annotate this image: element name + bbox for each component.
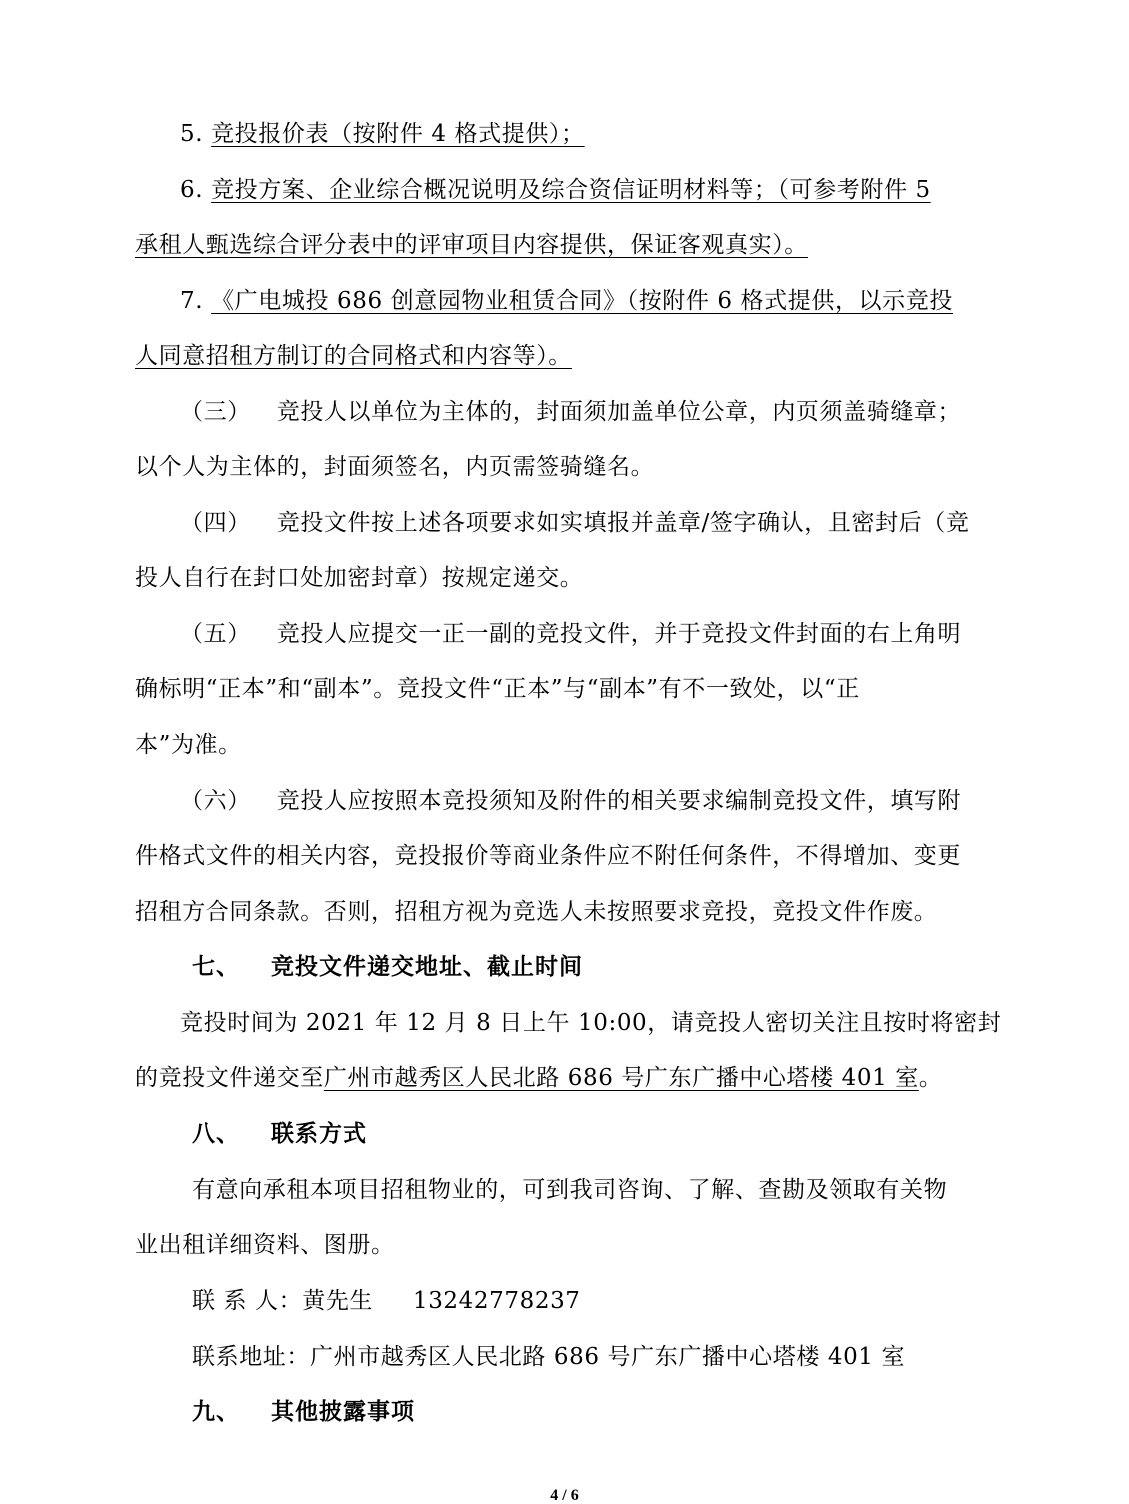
- clause-6-line-2: 件格式文件的相关内容，竞投报价等商业条件应不附任何条件，不得增加、变更: [135, 843, 961, 869]
- item-6-text-1: 竞投方案、企业综合概况说明及综合资信证明材料等；（可参考附件 5: [211, 177, 931, 203]
- clause-6-line-1: [180, 786, 965, 816]
- item-7-number: 7.: [180, 288, 204, 314]
- item-6-line-1: [180, 175, 955, 205]
- clause-6-line-3: 招租方合同条款。否则，招租方视为竞选人未按照要求竞投，竞投文件作废。: [135, 899, 938, 925]
- item-6-line-2: [135, 230, 965, 260]
- section-7-text-pre: 的竞投文件递交至: [135, 1065, 324, 1091]
- section-8-line-1: 有意向承租本项目招租物业的，可到我司咨询、了解、查勘及领取有关物: [192, 1177, 948, 1203]
- contact-person-row: [192, 1286, 1022, 1316]
- clause-6-text-1: 竞投人应按照本竞投须知及附件的相关要求编制竞投文件，填写附: [276, 788, 962, 814]
- section-7-heading: [192, 952, 1022, 982]
- item-5-number: 5.: [180, 121, 204, 147]
- clause-5-line-2: 确标明“正本”和“副本”。竞投文件“正本”与“副本”有不一致处，以“正: [135, 676, 860, 702]
- contact-address-value: 广州市越秀区人民北路 686 号广东广播中心塔楼 401 室: [310, 1344, 906, 1370]
- clause-5-text-1: 竞投人应提交一正一副的竞投文件，并于竞投文件封面的右上角明: [276, 621, 962, 647]
- item-5-text: 竞投报价表（按附件 4 格式提供）；: [211, 121, 585, 147]
- clause-6-label: （六）: [180, 788, 251, 814]
- clause-5-label: （五）: [180, 621, 251, 647]
- item-7-line-2: [135, 341, 965, 371]
- item-7-line-1: [180, 286, 960, 316]
- clause-5-line-1: [180, 619, 965, 649]
- item-5: [180, 119, 1010, 149]
- section-7-address: 广州市越秀区人民北路 686 号广东广播中心塔楼 401 室: [323, 1065, 919, 1091]
- clause-5-line-3: 本”为准。: [135, 732, 242, 758]
- section-7-line-1: 竞投时间为 2021 年 12 月 8 日上午 10:00，请竞投人密切关注且按时将密封: [180, 1010, 1002, 1036]
- section-9-heading: [192, 1397, 1022, 1427]
- section-7-line-2: [135, 1063, 965, 1093]
- contact-person-label: 联 系 人：: [192, 1288, 303, 1314]
- clause-3-label: （三）: [180, 399, 251, 425]
- section-7-text-post: 。: [918, 1065, 943, 1091]
- clause-3-line-2: 以个人为主体的，封面须签名，内页需签骑缝名。: [135, 454, 655, 480]
- clause-4-text-1: 竞投文件按上述各项要求如实填报并盖章/签字确认，且密封后（竞: [276, 510, 970, 536]
- section-8-line-2: 业出租详细资料、图册。: [135, 1232, 395, 1258]
- contact-address-row: [192, 1342, 1022, 1372]
- section-9-title: 其他披露事项: [271, 1399, 416, 1425]
- contact-person-name: 黄先生: [302, 1288, 374, 1314]
- section-8-number: 八、: [192, 1121, 240, 1147]
- page-number: 4 / 6: [550, 1487, 579, 1504]
- clause-4-line-1: [180, 508, 970, 538]
- item-6-number: 6.: [180, 177, 204, 203]
- clause-3-line-1: [180, 397, 965, 427]
- clause-3-text-1: 竞投人以单位为主体的，封面须加盖单位公章，内页须盖骑缝章；: [276, 399, 962, 425]
- section-7-number: 七、: [192, 954, 240, 980]
- item-7-text-1: 《广电城投 686 创意园物业租赁合同》（按附件 6 格式提供，以示竞投: [211, 288, 953, 314]
- section-8-heading: [192, 1119, 1022, 1149]
- clause-4-label: （四）: [180, 510, 251, 536]
- contact-address-label: 联系地址：: [192, 1344, 310, 1370]
- section-9-number: 九、: [192, 1399, 240, 1425]
- item-7-text-2: 人同意招租方制订的合同格式和内容等）。: [135, 343, 572, 369]
- section-8-title: 联系方式: [271, 1121, 368, 1147]
- item-6-text-2: 承租人甄选综合评分表中的评审项目内容提供，保证客观真实）。: [135, 232, 808, 258]
- clause-4-line-2: 投人自行在封口处加密封章）按规定递交。: [135, 565, 584, 591]
- section-7-title: 竞投文件递交地址、截止时间: [271, 954, 584, 980]
- contact-phone: 13242778237: [412, 1288, 581, 1314]
